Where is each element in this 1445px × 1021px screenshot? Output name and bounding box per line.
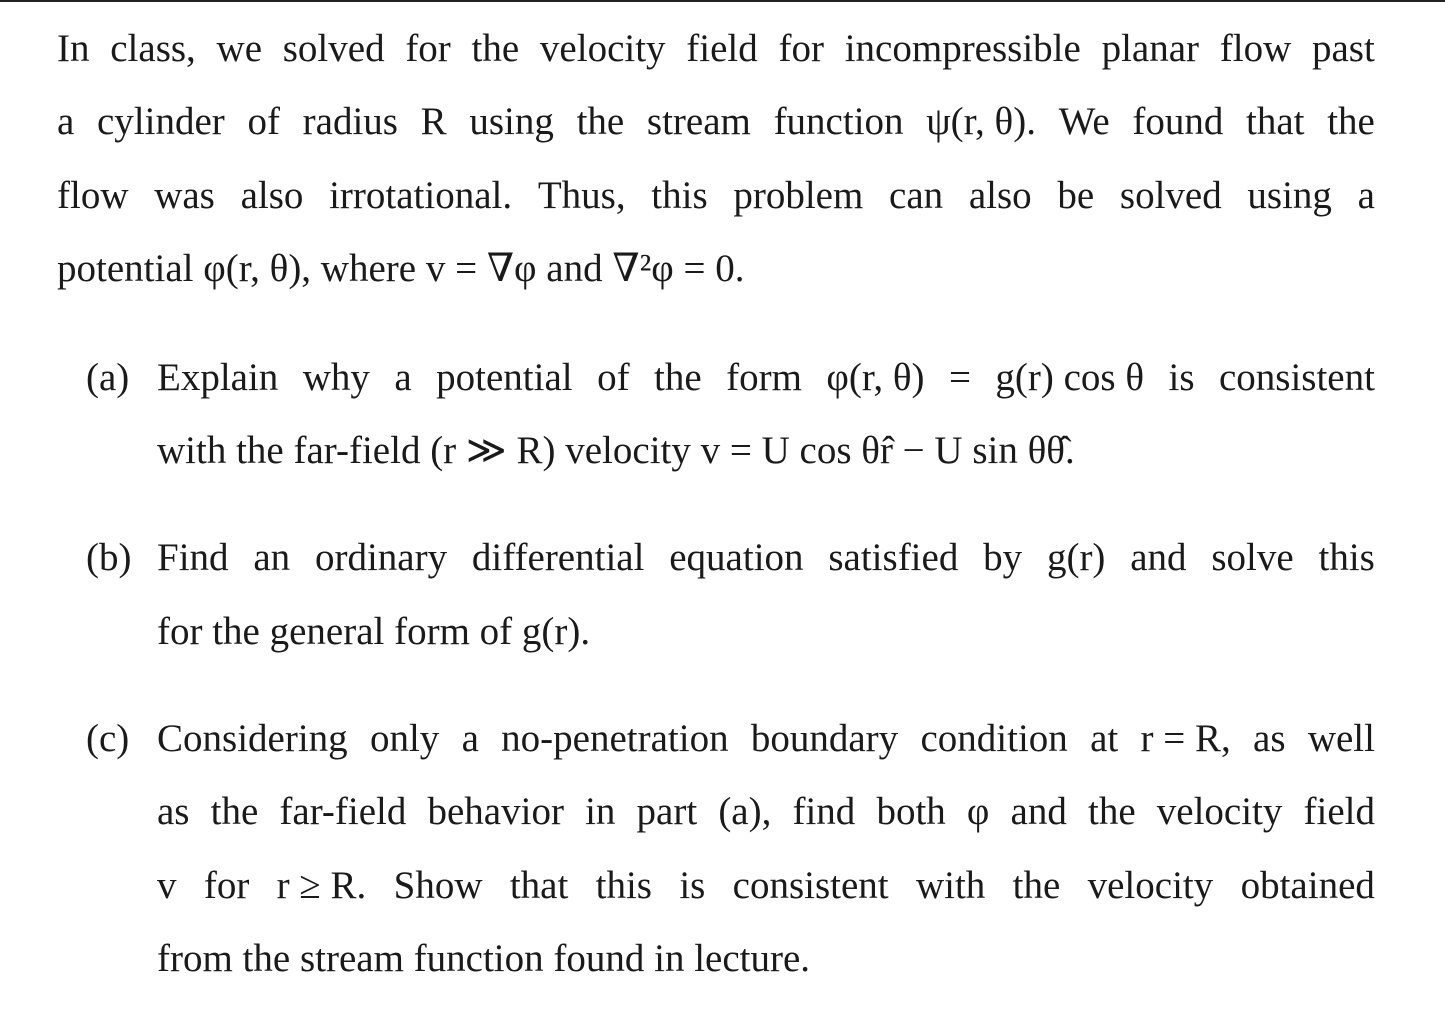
word: can xyxy=(889,174,944,217)
word: in xyxy=(585,790,616,833)
word: class, xyxy=(110,27,196,70)
word: a xyxy=(1357,174,1375,217)
word: past xyxy=(1312,27,1375,70)
word: cylinder xyxy=(97,100,225,143)
word: no-penetration xyxy=(501,717,729,760)
word: satisfied xyxy=(828,536,959,579)
word: find xyxy=(792,790,856,833)
part-c-line-1 xyxy=(157,716,1375,762)
word: the xyxy=(471,27,520,70)
word: behavior xyxy=(427,790,564,833)
word: was xyxy=(154,174,215,217)
word: g(r) xyxy=(1046,536,1106,579)
word: field xyxy=(1303,790,1375,833)
word: well xyxy=(1307,717,1375,760)
part-c-line-4: from the stream function found in lecture. xyxy=(157,937,811,980)
word: condition xyxy=(920,717,1068,760)
word: as xyxy=(157,790,190,833)
word: the xyxy=(1087,790,1136,833)
word: that xyxy=(509,864,569,907)
word: at xyxy=(1090,717,1119,760)
word: r = R, xyxy=(1140,717,1231,760)
word: Find xyxy=(157,536,229,579)
word: for xyxy=(778,27,824,70)
word: also xyxy=(968,174,1032,217)
word: why xyxy=(302,356,370,399)
word: for xyxy=(203,864,250,907)
word: also xyxy=(240,174,304,217)
word: radius xyxy=(302,100,398,143)
word: we xyxy=(216,27,263,70)
part-c-label: (c) xyxy=(86,717,130,760)
word: this xyxy=(651,174,708,217)
word: and xyxy=(1130,536,1187,579)
part-c-line-3 xyxy=(157,863,1375,909)
word: obtained xyxy=(1240,864,1375,907)
word: function xyxy=(773,100,904,143)
word: the xyxy=(1327,100,1375,143)
part-b-line-2: for the general form of g(r). xyxy=(157,610,591,653)
word: Explain xyxy=(157,356,279,399)
word: flow xyxy=(57,174,129,217)
word: field xyxy=(686,27,758,70)
word: using xyxy=(1247,174,1332,217)
word: the xyxy=(1012,864,1061,907)
word: form xyxy=(726,356,802,399)
word: boundary xyxy=(750,717,899,760)
word: velocity xyxy=(1156,790,1283,833)
word: the xyxy=(654,356,702,399)
word: velocity xyxy=(539,27,666,70)
part-a-line-1 xyxy=(157,355,1375,401)
word: incompressible xyxy=(844,27,1081,70)
word: part xyxy=(636,790,698,833)
word: both xyxy=(876,790,946,833)
word: found xyxy=(1132,100,1224,143)
word: Show xyxy=(393,864,483,907)
part-c-line-2 xyxy=(157,789,1375,835)
word: be xyxy=(1057,174,1095,217)
word: this xyxy=(1318,536,1375,579)
word: using xyxy=(469,100,554,143)
word: equation xyxy=(669,536,804,579)
intro-line-2 xyxy=(57,99,1375,145)
word: a xyxy=(461,717,479,760)
word: Thus, xyxy=(537,174,626,217)
word: as xyxy=(1253,717,1286,760)
word: ordinary xyxy=(314,536,448,579)
word: (a), xyxy=(718,790,772,833)
word: of xyxy=(597,356,630,399)
word: velocity xyxy=(1087,864,1214,907)
word: consistent xyxy=(1218,356,1375,399)
word: problem xyxy=(733,174,864,217)
top-rule xyxy=(0,0,1445,2)
word: a xyxy=(394,356,412,399)
word: φ(r, θ) xyxy=(826,356,925,399)
word: for xyxy=(405,27,451,70)
part-b-line-1 xyxy=(157,535,1375,581)
word: far-field xyxy=(279,790,407,833)
word: of xyxy=(247,100,280,143)
word: is xyxy=(1168,356,1195,399)
word: with xyxy=(915,864,986,907)
word: is xyxy=(679,864,706,907)
word: solve xyxy=(1211,536,1294,579)
word: solved xyxy=(1119,174,1222,217)
word: only xyxy=(369,717,440,760)
part-a-line-2: with the far-field (r ≫ R) velocity v = U cos θr̂ − U sin θθ̂. xyxy=(157,429,1075,472)
word: g(r) cos θ xyxy=(995,356,1145,399)
word: consistent xyxy=(732,864,889,907)
part-b-label: (b) xyxy=(86,536,132,579)
word: irrotational. xyxy=(329,174,513,217)
word: ψ(r, θ). xyxy=(926,100,1036,143)
word: We xyxy=(1058,100,1110,143)
word: v xyxy=(157,864,177,907)
word: that xyxy=(1246,100,1305,143)
intro-line-3 xyxy=(57,173,1375,219)
word: R xyxy=(420,100,447,143)
word: by xyxy=(983,536,1023,579)
word: solved xyxy=(282,27,385,70)
intro-line-4: potential φ(r, θ), where v = ∇φ and ∇²φ = 0. xyxy=(57,247,745,290)
word: planar xyxy=(1101,27,1200,70)
word: potential xyxy=(436,356,573,399)
word: flow xyxy=(1219,27,1292,70)
part-a-label: (a) xyxy=(86,356,130,399)
word: an xyxy=(253,536,291,579)
word: the xyxy=(576,100,625,143)
word: φ xyxy=(966,790,990,833)
word: = xyxy=(948,356,971,399)
intro-line-1 xyxy=(57,26,1375,72)
word: the xyxy=(210,790,259,833)
word: stream xyxy=(646,100,751,143)
word: differential xyxy=(471,536,645,579)
word: and xyxy=(1010,790,1067,833)
word: Considering xyxy=(157,717,348,760)
word: this xyxy=(595,864,652,907)
word: In xyxy=(57,27,90,70)
word: a xyxy=(57,100,75,143)
word: r ≥ R. xyxy=(276,864,367,907)
